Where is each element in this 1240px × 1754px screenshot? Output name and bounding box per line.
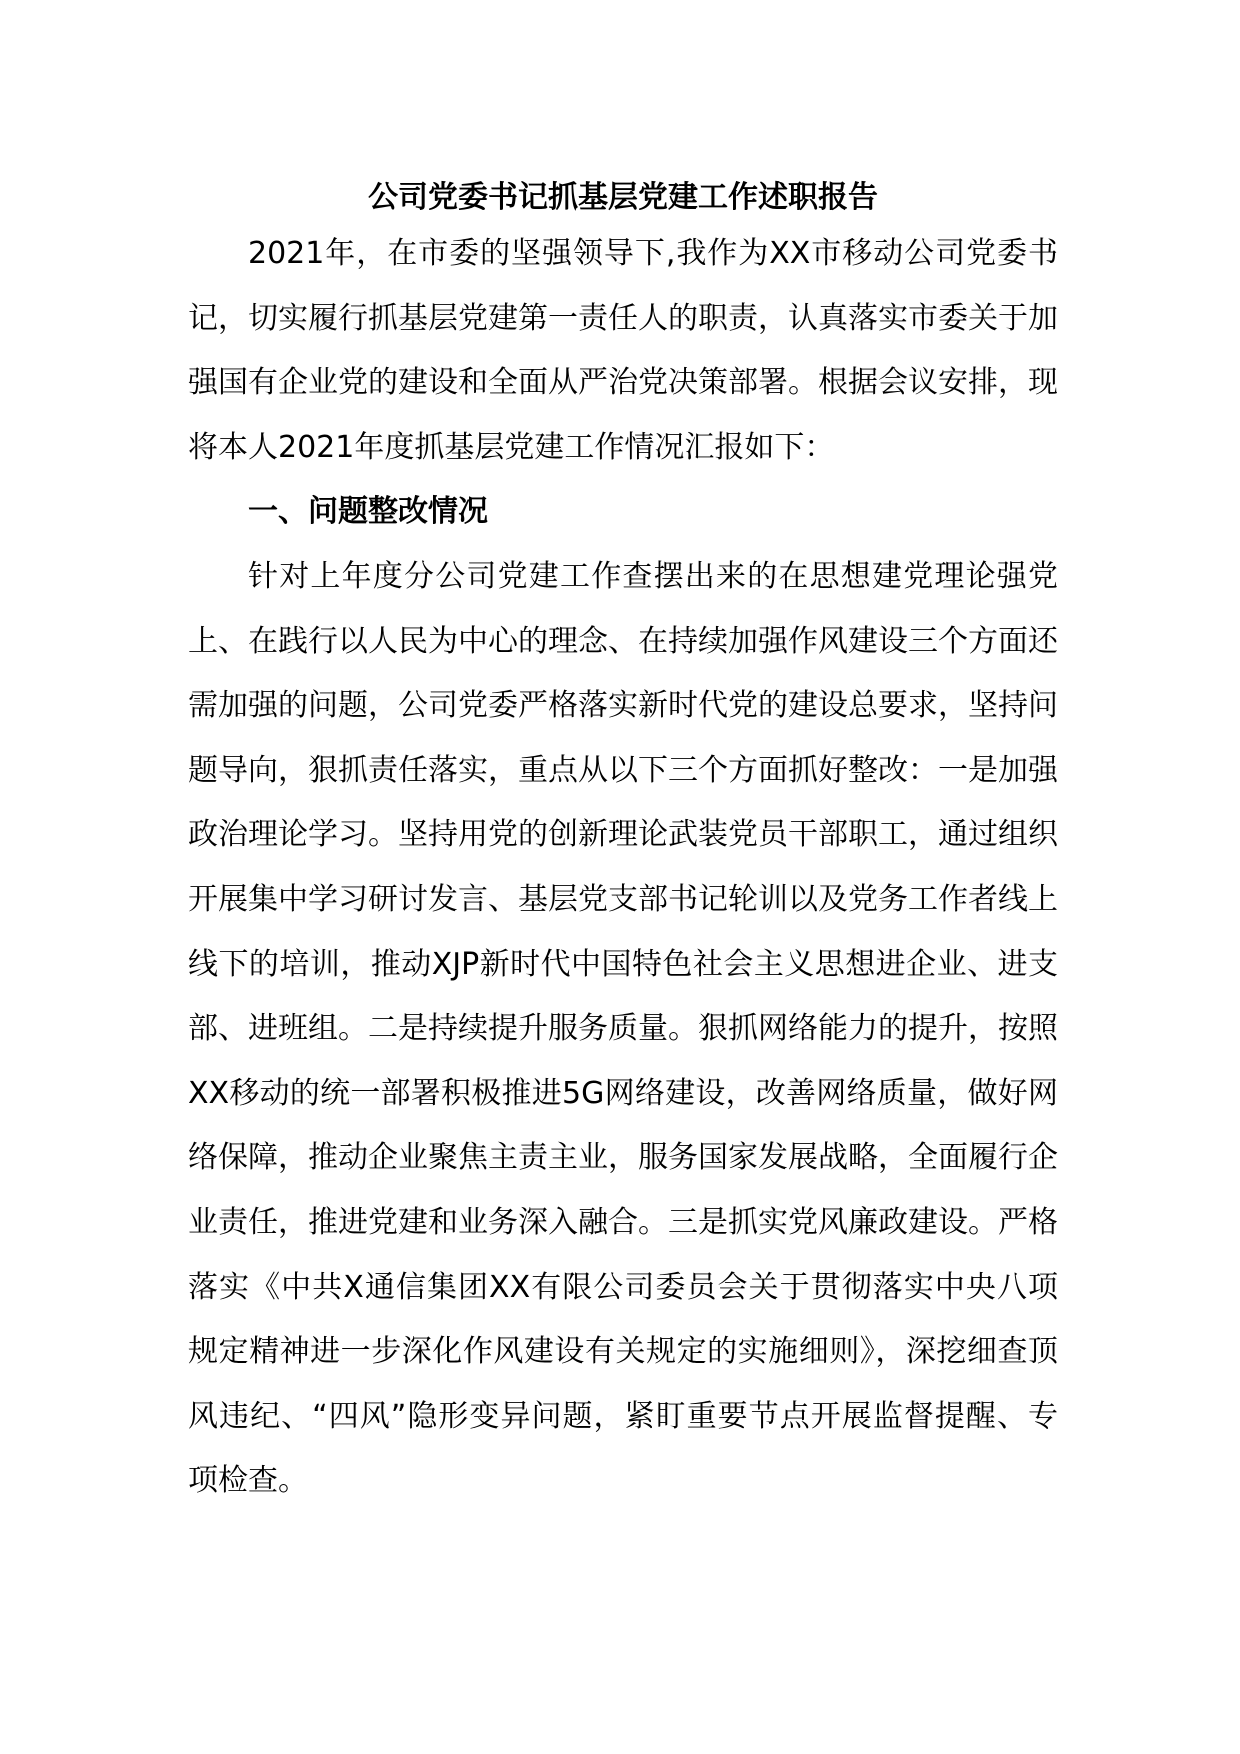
section-body-paragraph: 针对上年度分公司党建工作查摆出来的在思想建党理论强党上、在践行以人民为中心的理念、在持续加强作风建设三个方面还需加强的问题，公司党委严格落实新时代党的建设总要求，坚持问题导向，狠抓责任落实，重点从以下三个方面抓好整改：一是加强政治理论学习。坚持用党的创新理论武装党员干部职工，通过组织开展集中学习研讨发言、基层党支部书记轮训以及党务工作者线上线下的培训，推动XJP新时代中国特色社会主义思想进企业、进支部、进班组。二是持续提升服务质量。狠抓网络能力的提升，按照XX移动的统一部署积极推进5G网络建设，改善网络质量，做好网络保障，推动企业聚焦主责主业，服务国家发展战略，全面履行企业责任，推进党建和业务深入融合。三是抓实党风廉政建设。严格落实《中共X通信集团XX有限公司委员会关于贯彻落实中央八项规定精神进一步深化作风建设有关规定的实施细则》，深挖细查顶风违纪、“四风”隐形变异问题，紧盯重要节点开展监督提醒、专项检查。: [188, 558, 1058, 1499]
intro-paragraph: 2021年，在市委的坚强领导下,我作为XX市移动公司党委书记，切实履行抓基层党建第一责任人的职责，认真落实市委关于加强国有企业党的建设和全面从严治党决策部署。根据会议安排，现将本人2021年度抓基层党建工作情况汇报如下：: [188, 236, 1058, 465]
document-title: 公司党委书记抓基层党建工作述职报告: [368, 180, 878, 215]
section-heading: 一、问题整改情况: [248, 494, 488, 530]
document-content: [188, 174, 1058, 1514]
